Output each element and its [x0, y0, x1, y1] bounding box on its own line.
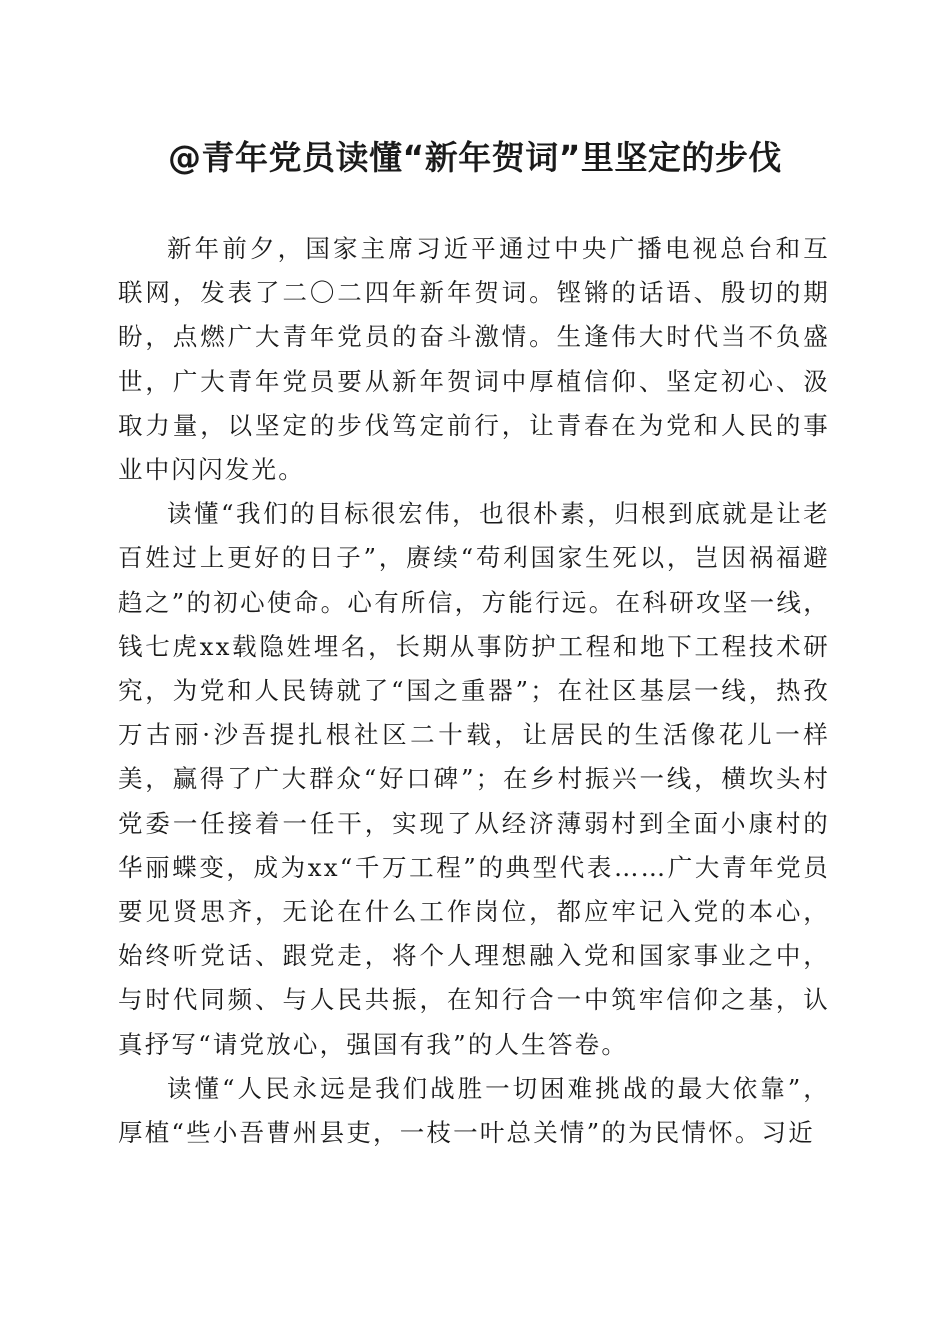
- document-title: @青年党员读懂“新年贺词”里坚定的步伐: [168, 138, 782, 177]
- paragraph-1: 新年前夕，国家主席习近平通过中央广播电视总台和互联网，发表了二〇二四年新年贺词。铿锵的话语、殷切的期盼，点燃广大青年党员的奋斗激情。生逢伟大时代当不负盛世，广大青年党员要从新年贺词中厚植信仰、坚定初心、汲取力量，以坚定的步伐笃定前行，让青春在为党和人民的事业中闪闪发光。: [118, 234, 830, 485]
- paragraph-2: 读懂“我们的目标很宏伟，也很朴素，归根到底就是让老百姓过上更好的日子”，赓续“苟利国家生死以，岂因祸福避趋之”的初心使命。心有所信，方能行远。在科研攻坚一线，钱七虎xx载隐姓埋名，长期从事防护工程和地下工程技术研究，为党和人民铸就了“国之重器”；在社区基层一线，热孜万古丽·沙吾提扎根社区二十载，让居民的生活像花儿一样美，赢得了广大群众“好口碑”；在乡村振兴一线，横坎头村党委一任接着一任干，实现了从经济薄弱村到全面小康村的华丽蝶变，成为xx“千万工程”的典型代表……广大青年党员要见贤思齐，无论在什么工作岗位，都应牢记入党的本心，始终听党话、跟党走，将个人理想融入党和国家事业之中，与时代同频、与人民共振，在知行合一中筑牢信仰之基，认真抒写“请党放心，强国有我”的人生答卷。: [118, 499, 830, 1059]
- paragraph-3: 读懂“人民永远是我们战胜一切困难挑战的最大依靠”，厚植“些小吾曹州县吏，一枝一叶总关情”的为民情怀。习近: [118, 1073, 830, 1148]
- document-body: [118, 227, 830, 1155]
